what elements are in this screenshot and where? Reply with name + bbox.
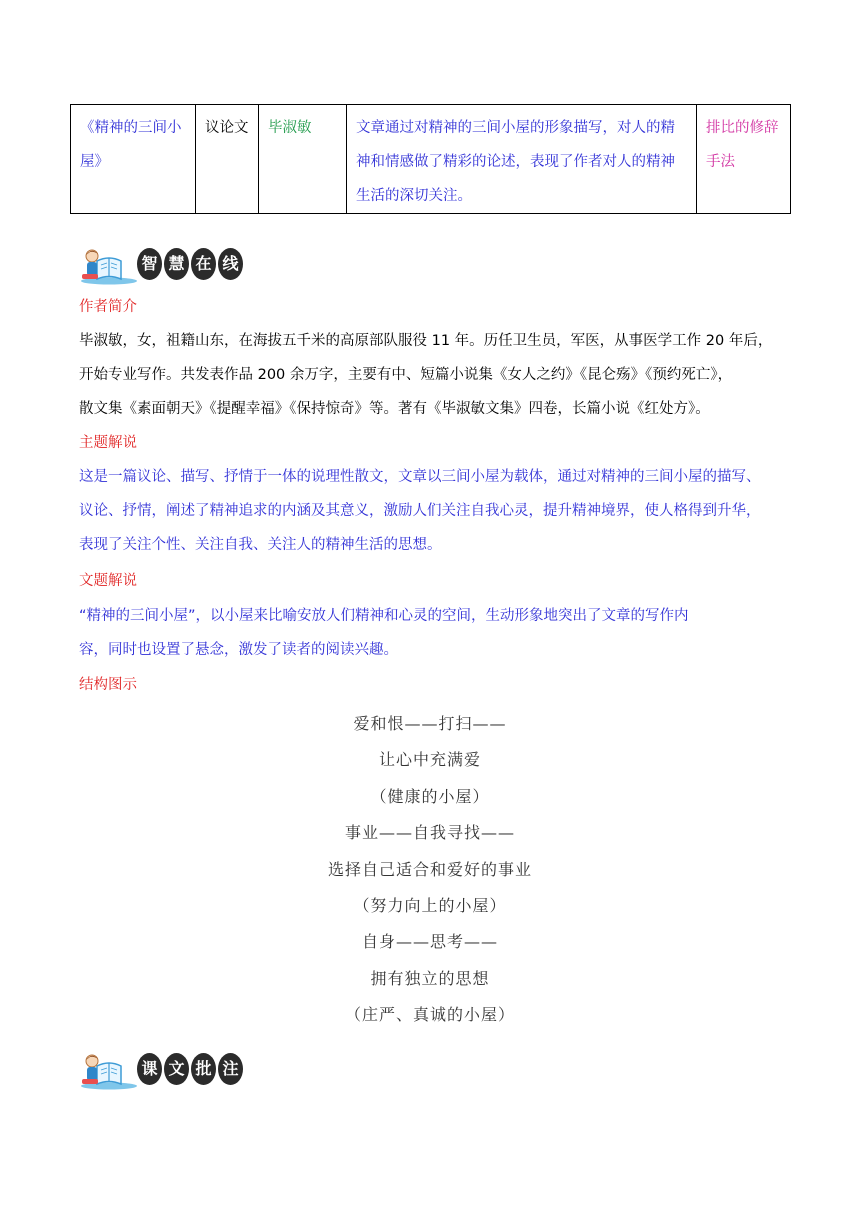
work-title-cell: 《精神的三间小屋》: [71, 105, 196, 214]
author-cell: 毕淑敏: [259, 105, 347, 214]
text-line: 容，同时也设置了悬念，激发了读者的阅读兴趣。: [79, 642, 398, 658]
structure-line: 事业——自我寻找——: [344, 823, 515, 843]
structure-line: 让心中充满爱: [378, 750, 481, 770]
title-explain-heading: 文题解说: [79, 573, 137, 589]
text-line: 表现了关注个性、关注自我、关注人的精神生活的思想。: [79, 537, 442, 553]
genre-cell: 议论文: [196, 105, 259, 214]
banner-char: 线: [218, 248, 243, 280]
work-summary-table: [70, 104, 791, 214]
structure-diagram: [300, 706, 560, 1034]
structure-line: （努力向上的小屋）: [353, 895, 507, 915]
text-line: 开始专业写作。共发表作品 200 余万字，主要有中、短篇小说集《女人之约》《昆仑殇》《预约死亡》，: [79, 367, 733, 383]
author-intro-heading: 作者简介: [79, 299, 137, 315]
structure-line: 拥有独立的思想: [370, 968, 490, 988]
section-banner-wisdom: [79, 245, 249, 285]
text-line: 这是一篇议论、描写、抒情于一体的说理性散文，文章以三间小屋为载体，通过对精神的三间小屋的描写、: [79, 469, 761, 485]
structure-line: 自身——思考——: [361, 932, 498, 952]
section-banner-annotation: [79, 1050, 249, 1090]
text-line: 散文集《素面朝天》《提醒幸福》《保持惊奇》等。著有《毕淑敏文集》四卷，长篇小说《红处方》。: [79, 401, 710, 417]
theme-paragraph: [79, 460, 791, 562]
banner-char: 注: [218, 1053, 243, 1085]
author-intro-paragraph: [79, 324, 791, 426]
banner-char: 文: [164, 1053, 189, 1085]
banner-char: 批: [191, 1053, 216, 1085]
technique-cell: 排比的修辞手法: [697, 105, 791, 214]
reading-child-icon: [79, 1050, 139, 1090]
banner-char: 在: [191, 248, 216, 280]
title-explain-paragraph: [79, 599, 791, 667]
banner-char: 课: [137, 1053, 162, 1085]
text-line: “精神的三间小屋”，以小屋来比喻安放人们精神和心灵的空间，生动形象地突出了文章的写作内: [79, 608, 689, 624]
description-cell: 文章通过对精神的三间小屋的形象描写，对人的精神和情感做了精彩的论述，表现了作者对人的精神生活的深切关注。: [347, 105, 697, 214]
structure-heading: 结构图示: [79, 677, 137, 693]
banner-title: [137, 248, 243, 280]
text-line: 毕淑敏，女，祖籍山东，在海拔五千米的高原部队服役 11 年。历任卫生员，军医，从事医学工作 20 年后，: [79, 333, 773, 349]
banner-char: 智: [137, 248, 162, 280]
theme-heading: 主题解说: [79, 435, 137, 451]
structure-line: 爱和恨——打扫——: [353, 714, 507, 733]
text-line: 议论、抒情，阐述了精神追求的内涵及其意义，激励人们关注自我心灵，提升精神境界，使人格得到升华，: [79, 503, 761, 519]
structure-line: 选择自己适合和爱好的事业: [327, 859, 532, 879]
banner-char: 慧: [164, 248, 189, 280]
reading-child-icon: [79, 245, 139, 285]
structure-line: （庄严、真诚的小屋）: [344, 1005, 515, 1025]
banner-title: [137, 1053, 243, 1085]
structure-line: （健康的小屋）: [370, 786, 490, 806]
table-row: [71, 105, 791, 214]
